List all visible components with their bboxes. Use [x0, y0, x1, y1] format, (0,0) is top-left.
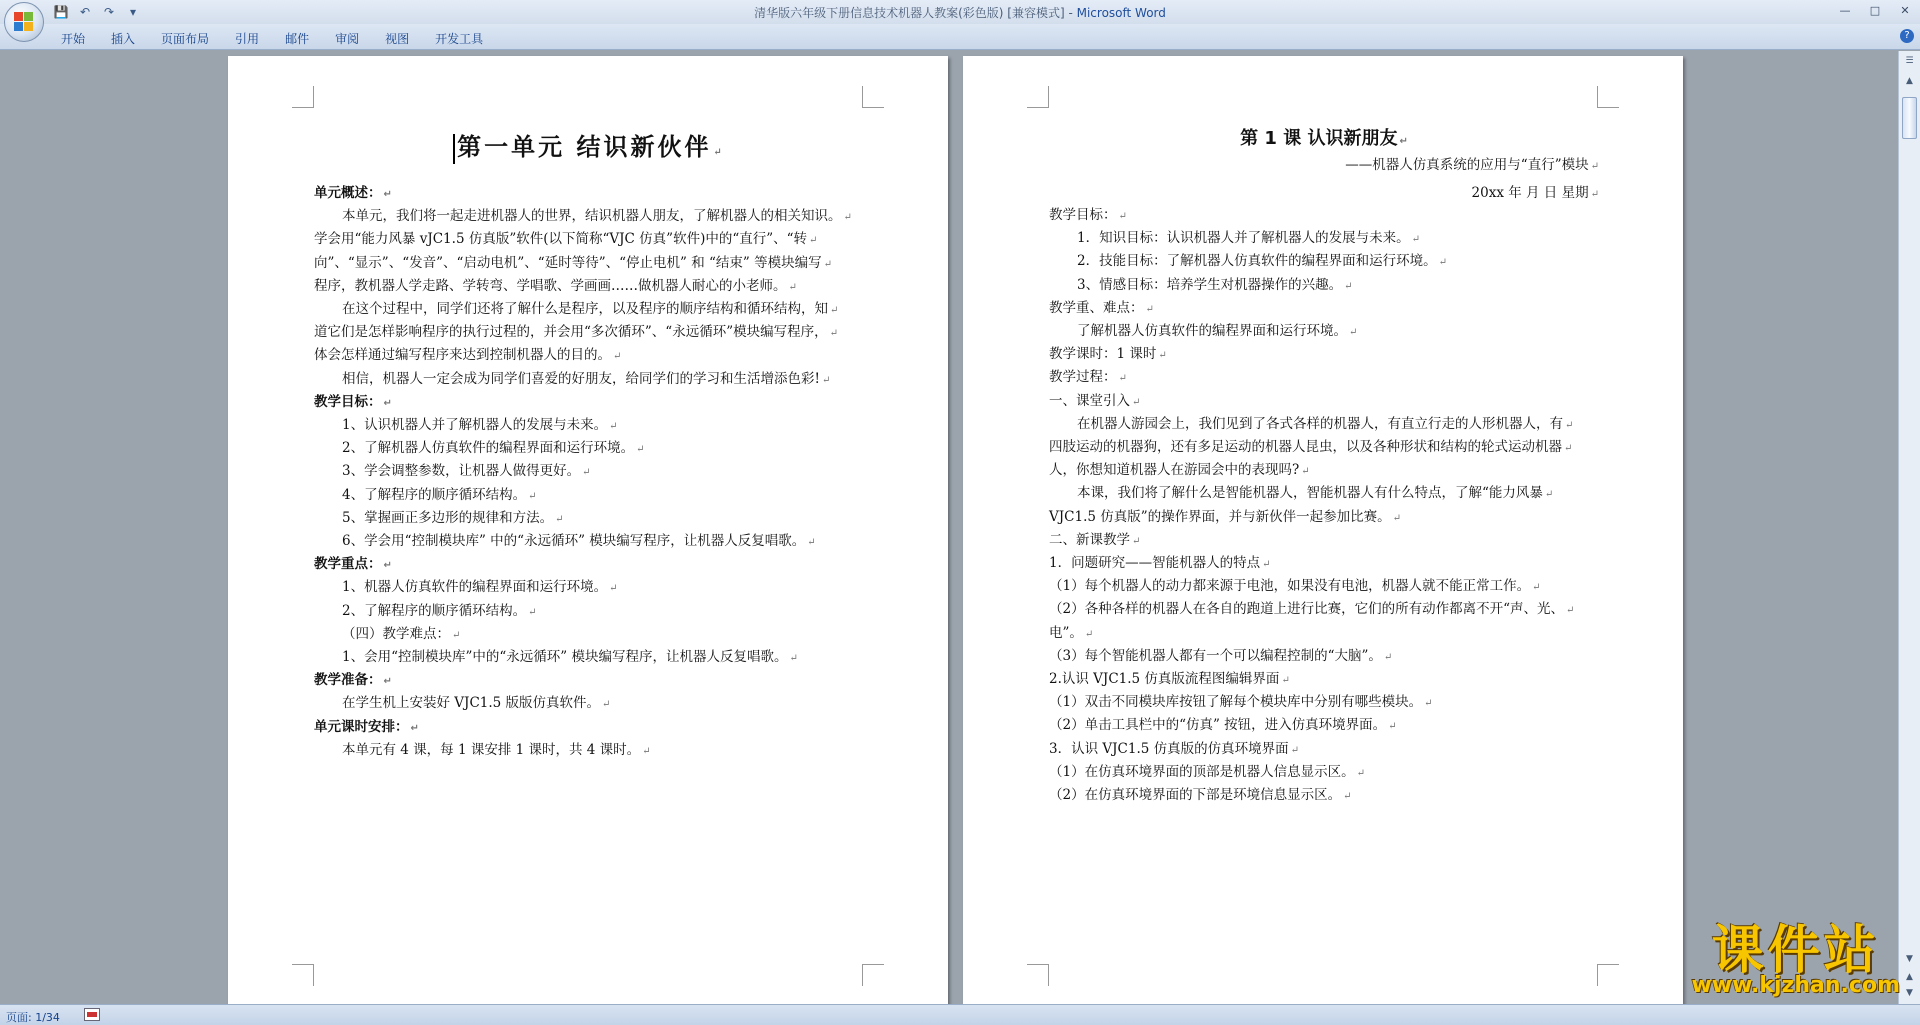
paragraph-mark: ↵ — [1565, 419, 1574, 431]
window-controls — [1830, 0, 1920, 20]
body-line-text: 二、新课教学 — [1049, 531, 1130, 548]
body-line-text: （2）在仿真环境界面的下部是环境信息显示区。 — [1049, 787, 1342, 803]
body-line — [314, 393, 392, 413]
body-line-text: 2、了解程序的顺序循环结构。 — [342, 602, 527, 619]
paragraph-mark: ↵ — [528, 606, 537, 618]
paragraph-mark: ↵ — [1356, 767, 1365, 779]
body-line — [314, 578, 617, 598]
body-line-text: 1、机器人仿真软件的编程界面和运行环境。 — [342, 579, 608, 596]
body-line-text: 教学准备： — [314, 672, 382, 689]
body-line-text: 2．技能目标：了解机器人仿真软件的编程界面和运行环境。 — [1077, 253, 1437, 270]
body-line-text: 电”。 — [1049, 624, 1083, 641]
paragraph-mark: ↵ — [1438, 257, 1447, 269]
paragraph-mark: ↵ — [383, 189, 392, 200]
body-line-text: 四肢运动的机器狗，还有多足运动的机器人昆虫，以及各种形状和结构的轮式运动机器 — [1049, 439, 1562, 455]
lesson-subtitle-text: ——机器人仿真系统的应用与“直行”模块 — [1345, 157, 1589, 173]
paragraph-mark: ↵ — [609, 421, 618, 432]
body-line — [314, 718, 419, 738]
paragraph-mark: ↵ — [383, 676, 392, 688]
office-button[interactable] — [4, 2, 44, 42]
paragraph-mark: ↵ — [1118, 211, 1127, 222]
body-line-text: 单元课时安排： — [314, 718, 409, 735]
proofing-icon[interactable] — [84, 1008, 100, 1021]
title-bar — [0, 0, 1920, 24]
paragraph-mark: ↵ — [1290, 744, 1300, 756]
body-line — [1049, 508, 1401, 528]
watermark-logo — [1691, 923, 1900, 998]
body-line-text: 3、情感目标：培养学生对机器操作的兴趣。 — [1077, 276, 1343, 293]
body-line — [1049, 484, 1553, 504]
body-line-text: 了解机器人仿真软件的编程界面和运行环境。 — [1077, 323, 1347, 339]
paragraph-mark: ↵ — [1145, 303, 1154, 315]
body-line — [1049, 252, 1447, 272]
tab-insert[interactable]: 插入 — [111, 32, 136, 46]
paragraph-mark: ↵ — [1590, 161, 1599, 172]
paragraph-mark: ↵ — [1544, 489, 1554, 501]
body-line — [1049, 624, 1093, 644]
window-title — [0, 4, 1920, 21]
body-line-text: （1）双击不同模块库按钮了解每个模块库中分别有哪些模块。 — [1049, 694, 1423, 711]
body-line — [314, 509, 563, 529]
paragraph-mark: ↵ — [582, 467, 591, 479]
paragraph-mark: ↵ — [788, 281, 797, 293]
body-line-text: （2）各种各样的机器人在各自的跑道上进行比赛，它们的所有动作都离不开“声、光、 — [1049, 601, 1564, 618]
ruler-toggle-icon[interactable]: ☰ — [1905, 55, 1914, 66]
app-name: Microsoft Word — [1076, 6, 1166, 20]
paragraph-mark: ↵ — [1532, 582, 1541, 594]
body-line-text: 教学目标： — [314, 393, 382, 410]
paragraph-mark: ↵ — [1262, 559, 1271, 570]
ribbon — [0, 24, 1920, 50]
paragraph-mark: ↵ — [383, 560, 392, 572]
body-line — [1049, 786, 1351, 806]
body-line-text: 在这个过程中，同学们还将了解什么是程序，以及程序的顺序结构和循环结构，知 — [342, 301, 828, 317]
body-line-text: 5、掌握画正多边形的规律和方法。 — [342, 509, 554, 526]
body-line-text: 道它们是怎样影响程序的执行过程的，并会用“多次循环”、“永远循环”模块编写程序， — [314, 324, 828, 341]
body-line — [1049, 206, 1127, 226]
crop-mark — [292, 86, 314, 108]
maximize-icon[interactable]: □ — [1869, 3, 1881, 17]
lesson-date-text: 20xx 年 月 日 星期 — [1471, 185, 1589, 201]
tab-home[interactable]: 开始 — [61, 32, 86, 46]
page-count[interactable]: 页面: 1/34 — [6, 1011, 60, 1024]
crop-mark — [1597, 86, 1619, 108]
tab-page-layout[interactable]: 页面布局 — [161, 32, 210, 46]
watermark-title: 课件站 — [1711, 921, 1880, 981]
body-line-text: 教学重、难点： — [1049, 299, 1144, 316]
body-line-text: （四）教学难点： — [342, 625, 450, 642]
scroll-up-icon[interactable]: ▲ — [1906, 75, 1913, 86]
body-line — [1049, 670, 1290, 690]
body-line-text: 学会用“能力风暴 vJC1.5 仿真版”软件(以下简称“VJC 仿真”软件)中的“直行”、“转 — [314, 231, 808, 248]
paragraph-mark: ↵ — [452, 629, 461, 641]
previous-page-icon[interactable]: ▲ — [1906, 971, 1913, 982]
unit-title-text: 第一单元 结识新伙伴 — [457, 132, 712, 161]
paragraph-mark: ↵ — [636, 444, 645, 456]
body-line-text: 教学目标： — [1049, 207, 1117, 223]
paragraph-mark: ↵ — [1301, 466, 1310, 478]
customize-qat-icon[interactable]: ▾ — [129, 5, 137, 19]
paragraph-mark: ↵ — [1399, 136, 1408, 147]
body-line-text: 体会怎样通过编写程序来达到控制机器人的目的。 — [314, 347, 611, 364]
paragraph-mark: ↵ — [1281, 675, 1290, 686]
body-line — [314, 439, 644, 459]
paragraph-mark: ↵ — [1132, 396, 1141, 408]
office-logo-icon — [14, 12, 34, 32]
status-bar — [0, 1004, 1920, 1025]
body-line-text: 本课，我们将了解什么是智能机器人，智能机器人有什么特点，了解“能力风暴 — [1077, 485, 1543, 502]
paragraph-mark: ↵ — [609, 583, 618, 595]
body-line — [1049, 299, 1154, 319]
tab-developer[interactable]: 开发工具 — [435, 32, 484, 46]
body-line-text: 本单元，我们将一起走进机器人的世界，结识机器人朋友，了解机器人的相关知识。 — [342, 208, 842, 225]
body-line-text: （2）单击工具栏中的“仿真” 按钮，进入仿真环境界面。 — [1049, 717, 1387, 734]
paragraph-mark: ↵ — [713, 147, 725, 158]
body-line — [314, 346, 621, 366]
body-line — [1049, 763, 1365, 783]
body-line-text: 向”、“显示”、“发音”、“启动电机”、“延时等待”、“停止电机” 和 “结束” 等模块编写 — [314, 254, 822, 271]
body-line-text: 6、学会用“控制模块库” 中的“永远循环” 模块编写程序，让机器人反复唱歌。 — [342, 533, 806, 549]
text-cursor — [453, 134, 455, 164]
page-left[interactable] — [228, 56, 948, 1004]
body-line-text: 在机器人游园会上，我们见到了各式各样的机器人，有直立行走的人形机器人，有 — [1077, 415, 1563, 432]
save-icon[interactable]: 💾 — [53, 5, 69, 19]
body-line — [1049, 554, 1270, 574]
body-line — [1049, 415, 1573, 435]
body-line — [314, 555, 392, 575]
body-line — [314, 741, 651, 761]
body-line-text: 1、会用“控制模块库”中的“永远循环” 模块编写程序，让机器人反复唱歌。 — [342, 649, 788, 665]
document-workspace — [0, 51, 1898, 1004]
paragraph-mark: ↵ — [1590, 189, 1599, 200]
close-icon[interactable]: ✕ — [1900, 3, 1910, 17]
paragraph-mark: ↵ — [823, 258, 832, 270]
body-line — [1049, 600, 1574, 620]
body-line — [1049, 740, 1299, 760]
crop-mark — [1027, 964, 1049, 986]
paragraph-mark: ↵ — [1158, 350, 1167, 362]
body-line-text: （1）每个机器人的动力都来源于电池，如果没有电池，机器人就不能正常工作。 — [1049, 578, 1531, 595]
body-line-text: VJC1.5 仿真版”的操作界面，并与新伙伴一起参加比赛。 — [1049, 508, 1391, 525]
paragraph-mark: ↵ — [642, 745, 651, 757]
page-right[interactable] — [963, 56, 1683, 1004]
body-line-text: 相信，机器人一定会成为同学们喜爱的好朋友，给同学们的学习和生活增添色彩! — [342, 370, 820, 387]
body-line — [1049, 693, 1432, 713]
lesson-title-text: 第 1 课 认识新朋友 — [1240, 128, 1398, 149]
paragraph-mark: ↵ — [1566, 605, 1575, 617]
unit-title — [314, 127, 864, 164]
body-line-text: 3．认识 VJC1.5 仿真版的仿真环境界面 — [1049, 740, 1289, 757]
body-line-text: 一、课堂引入 — [1049, 392, 1130, 409]
watermark-url: www.kjzhan.com — [1691, 973, 1900, 998]
body-line-text: 2、了解机器人仿真软件的编程界面和运行环境。 — [342, 440, 635, 457]
body-line-text: 单元概述： — [314, 185, 382, 201]
paragraph-mark: ↵ — [1118, 373, 1127, 385]
minimize-icon[interactable]: — — [1839, 3, 1851, 17]
body-line — [1049, 229, 1420, 249]
body-line — [1049, 461, 1310, 481]
paragraph-mark: ↵ — [821, 374, 831, 386]
body-line — [1049, 322, 1357, 342]
body-line — [314, 184, 392, 204]
crop-mark — [862, 964, 884, 986]
paragraph-mark: ↵ — [1132, 535, 1141, 547]
paragraph-mark: ↵ — [1344, 280, 1353, 292]
lesson-date — [1472, 184, 1599, 204]
body-line-text: 教学重点： — [314, 556, 382, 573]
redo-icon[interactable]: ↷ — [103, 5, 115, 19]
body-line-text: （1）在仿真环境界面的顶部是机器人信息显示区。 — [1049, 763, 1355, 780]
crop-mark — [1597, 964, 1619, 986]
crop-mark — [292, 964, 314, 986]
paragraph-mark: ↵ — [809, 235, 818, 247]
paragraph-mark: ↵ — [602, 699, 611, 711]
paragraph-mark: ↵ — [1392, 512, 1402, 524]
body-line-text: 教学过程： — [1049, 369, 1117, 386]
body-line-text: 在学生机上安装好 VJC1.5 版版仿真软件。 — [342, 695, 601, 712]
body-line — [314, 230, 817, 250]
document-title: 清华版六年级下册信息技术机器人教案(彩色版) [兼容模式] - — [754, 6, 1077, 20]
body-line-text: 程序，教机器人学走路、学转弯、学唱歌、学画画……做机器人耐心的小老师。 — [314, 277, 787, 294]
paragraph-mark: ↵ — [1411, 234, 1420, 246]
lesson-title — [1049, 124, 1599, 150]
body-line-text: 1．问题研究——智能机器人的特点 — [1049, 555, 1261, 571]
body-line — [314, 694, 610, 714]
body-line-text: 2.认识 VJC1.5 仿真版流程图编辑界面 — [1049, 671, 1280, 687]
tab-review[interactable]: 审阅 — [335, 32, 360, 46]
paragraph-mark: ↵ — [1383, 651, 1393, 663]
body-line-text: 人，你想知道机器人在游园会中的表现吗? — [1049, 462, 1300, 479]
body-line — [314, 462, 590, 482]
body-line — [1049, 276, 1352, 296]
tab-mailings[interactable]: 邮件 — [285, 32, 310, 46]
paragraph-mark: ↵ — [410, 722, 419, 734]
lesson-subtitle — [1345, 156, 1599, 176]
scroll-thumb[interactable] — [1902, 97, 1917, 139]
body-line — [314, 277, 797, 297]
body-line — [1049, 531, 1140, 551]
ribbon-tabs — [48, 28, 496, 49]
help-icon[interactable]: ? — [1900, 29, 1914, 43]
paragraph-mark: ↵ — [383, 397, 392, 409]
paragraph-mark: ↵ — [1349, 327, 1358, 338]
undo-icon[interactable]: ↶ — [79, 5, 91, 19]
body-line-text: 本单元有 4 课，每 1 课安排 1 课时，共 4 课时。 — [342, 741, 641, 758]
body-line — [314, 254, 832, 274]
body-line — [314, 602, 536, 622]
tab-references[interactable]: 引用 — [235, 32, 260, 46]
tab-view[interactable]: 视图 — [385, 32, 410, 46]
body-line — [314, 323, 838, 343]
body-line — [1049, 647, 1392, 667]
body-line-text: （3）每个智能机器人都有一个可以编程控制的“大脑”。 — [1049, 647, 1382, 664]
paragraph-mark: ↵ — [528, 490, 537, 502]
paragraph-mark: ↵ — [807, 537, 816, 548]
paragraph-mark: ↵ — [843, 212, 852, 224]
paragraph-mark: ↵ — [613, 351, 622, 363]
body-line — [314, 486, 536, 506]
body-line — [314, 625, 460, 645]
body-line-text: 1．知识目标：认识机器人并了解机器人的发展与未来。 — [1077, 230, 1410, 247]
paragraph-mark: ↵ — [1343, 791, 1352, 802]
body-line — [314, 532, 816, 552]
body-line-text: 1、认识机器人并了解机器人的发展与未来。 — [342, 417, 608, 433]
paragraph-mark: ↵ — [1084, 628, 1094, 640]
body-line-text: 4、了解程序的顺序循环结构。 — [342, 486, 527, 503]
crop-mark — [862, 86, 884, 108]
crop-mark — [1027, 86, 1049, 108]
paragraph-mark: ↵ — [1564, 443, 1573, 454]
body-line — [314, 671, 392, 691]
body-line — [314, 370, 830, 390]
paragraph-mark: ↵ — [789, 653, 798, 664]
vertical-scrollbar[interactable] — [1898, 51, 1920, 1004]
body-line-text: 3、学会调整参数，让机器人做得更好。 — [342, 463, 581, 480]
paragraph-mark: ↵ — [1424, 698, 1433, 710]
body-line — [1049, 577, 1540, 597]
body-line — [314, 300, 838, 320]
body-line-text: 教学课时：1 课时 — [1049, 346, 1157, 363]
paragraph-mark: ↵ — [555, 513, 564, 525]
scroll-down-icon[interactable]: ▼ — [1906, 953, 1913, 964]
paragraph-mark: ↵ — [830, 305, 839, 316]
body-line — [1049, 392, 1140, 412]
body-line — [1049, 345, 1167, 365]
body-line — [314, 207, 852, 227]
paragraph-mark: ↵ — [829, 328, 838, 340]
body-line — [1049, 716, 1397, 736]
paragraph-mark: ↵ — [1388, 721, 1397, 733]
body-line — [1049, 368, 1127, 388]
next-page-icon[interactable]: ▼ — [1906, 987, 1913, 998]
body-line — [314, 416, 617, 436]
body-line — [314, 648, 798, 668]
body-line — [1049, 438, 1572, 458]
